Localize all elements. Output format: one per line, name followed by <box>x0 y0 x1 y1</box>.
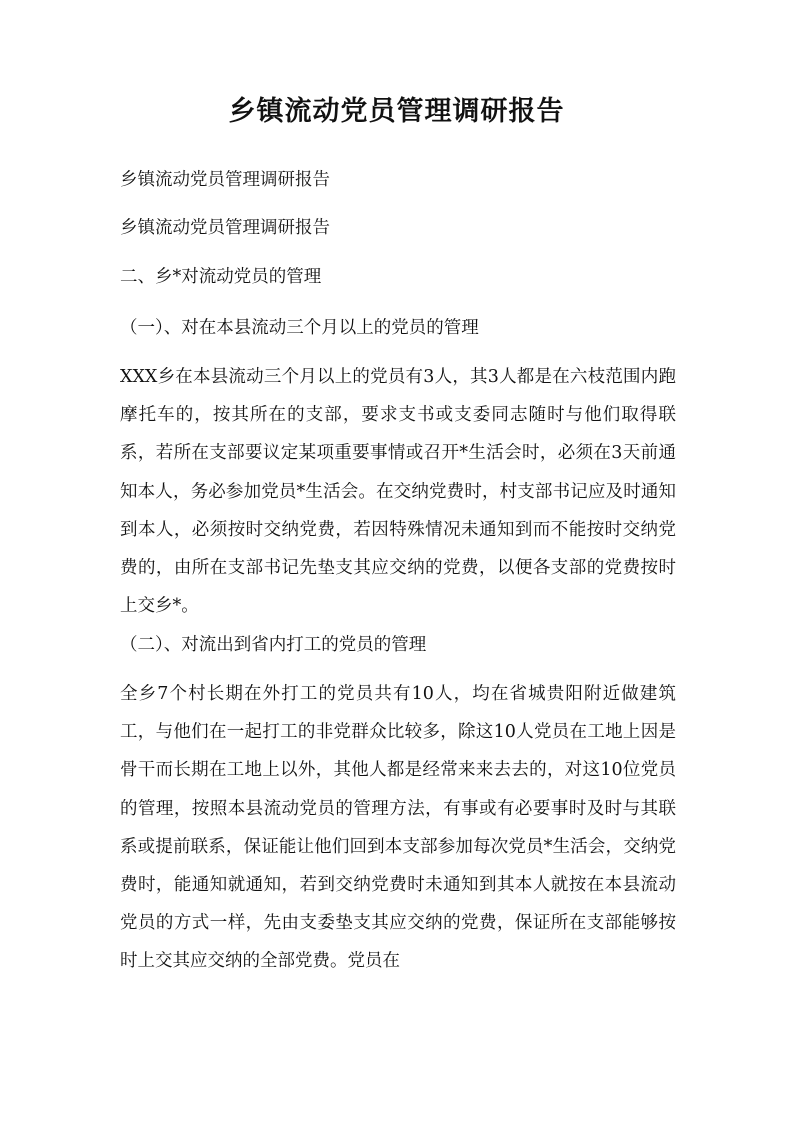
subsection-2-body: 全乡7个村长期在外打工的党员共有10人，均在省城贵阳附近做建筑工，与他们在一起打工的非党群众比较多，除这10人党员在工地上因是骨干而长期在工地上以外，其他人都是经常来来去去的，对这10位党员的管理，按照本县流动党员的管理方法，有事或有必要事时及时与其联系或提前联系，保证能让他们回到本支部参加每次党员*生活会，交纳党费时，能通知就通知，若到交纳党费时未通知到其本人就按在本县流动党员的方式一样，先由支委垫支其应交纳的党费，保证所在支部能够按时上交其应交纳的全部党费。党员在 <box>120 684 676 972</box>
subsection-1-heading: （一）、对在本县流动三个月以上的党员的管理 <box>120 318 479 338</box>
document-title: 乡镇流动党员管理调研报告 <box>228 96 565 127</box>
subsection-1-body: XXX乡在本县流动三个月以上的党员有3人，其3人都是在六枝范围内跑摩托车的，按其所在的支部，要求支书或支委同志随时与他们取得联系，若所在支部要议定某项重要事情或召开*生活会时，必须在3天前通知本人，务必参加党员*生活会。在交纳党费时，村支部书记应及时通知到本人，必须按时交纳党费，若因特殊情况未通知到而不能按时交纳党费的，由所在支部书记先垫支其应交纳的党费，以便各支部的党费按时上交乡*。 <box>120 367 676 617</box>
subsection-2-heading: （二）、对流出到省内打工的党员的管理 <box>120 635 427 655</box>
subtitle-line-1: 乡镇流动党员管理调研报告 <box>120 170 330 190</box>
subtitle-line-2: 乡镇流动党员管理调研报告 <box>120 218 330 238</box>
section-2-heading: 二、乡*对流动党员的管理 <box>120 267 322 287</box>
